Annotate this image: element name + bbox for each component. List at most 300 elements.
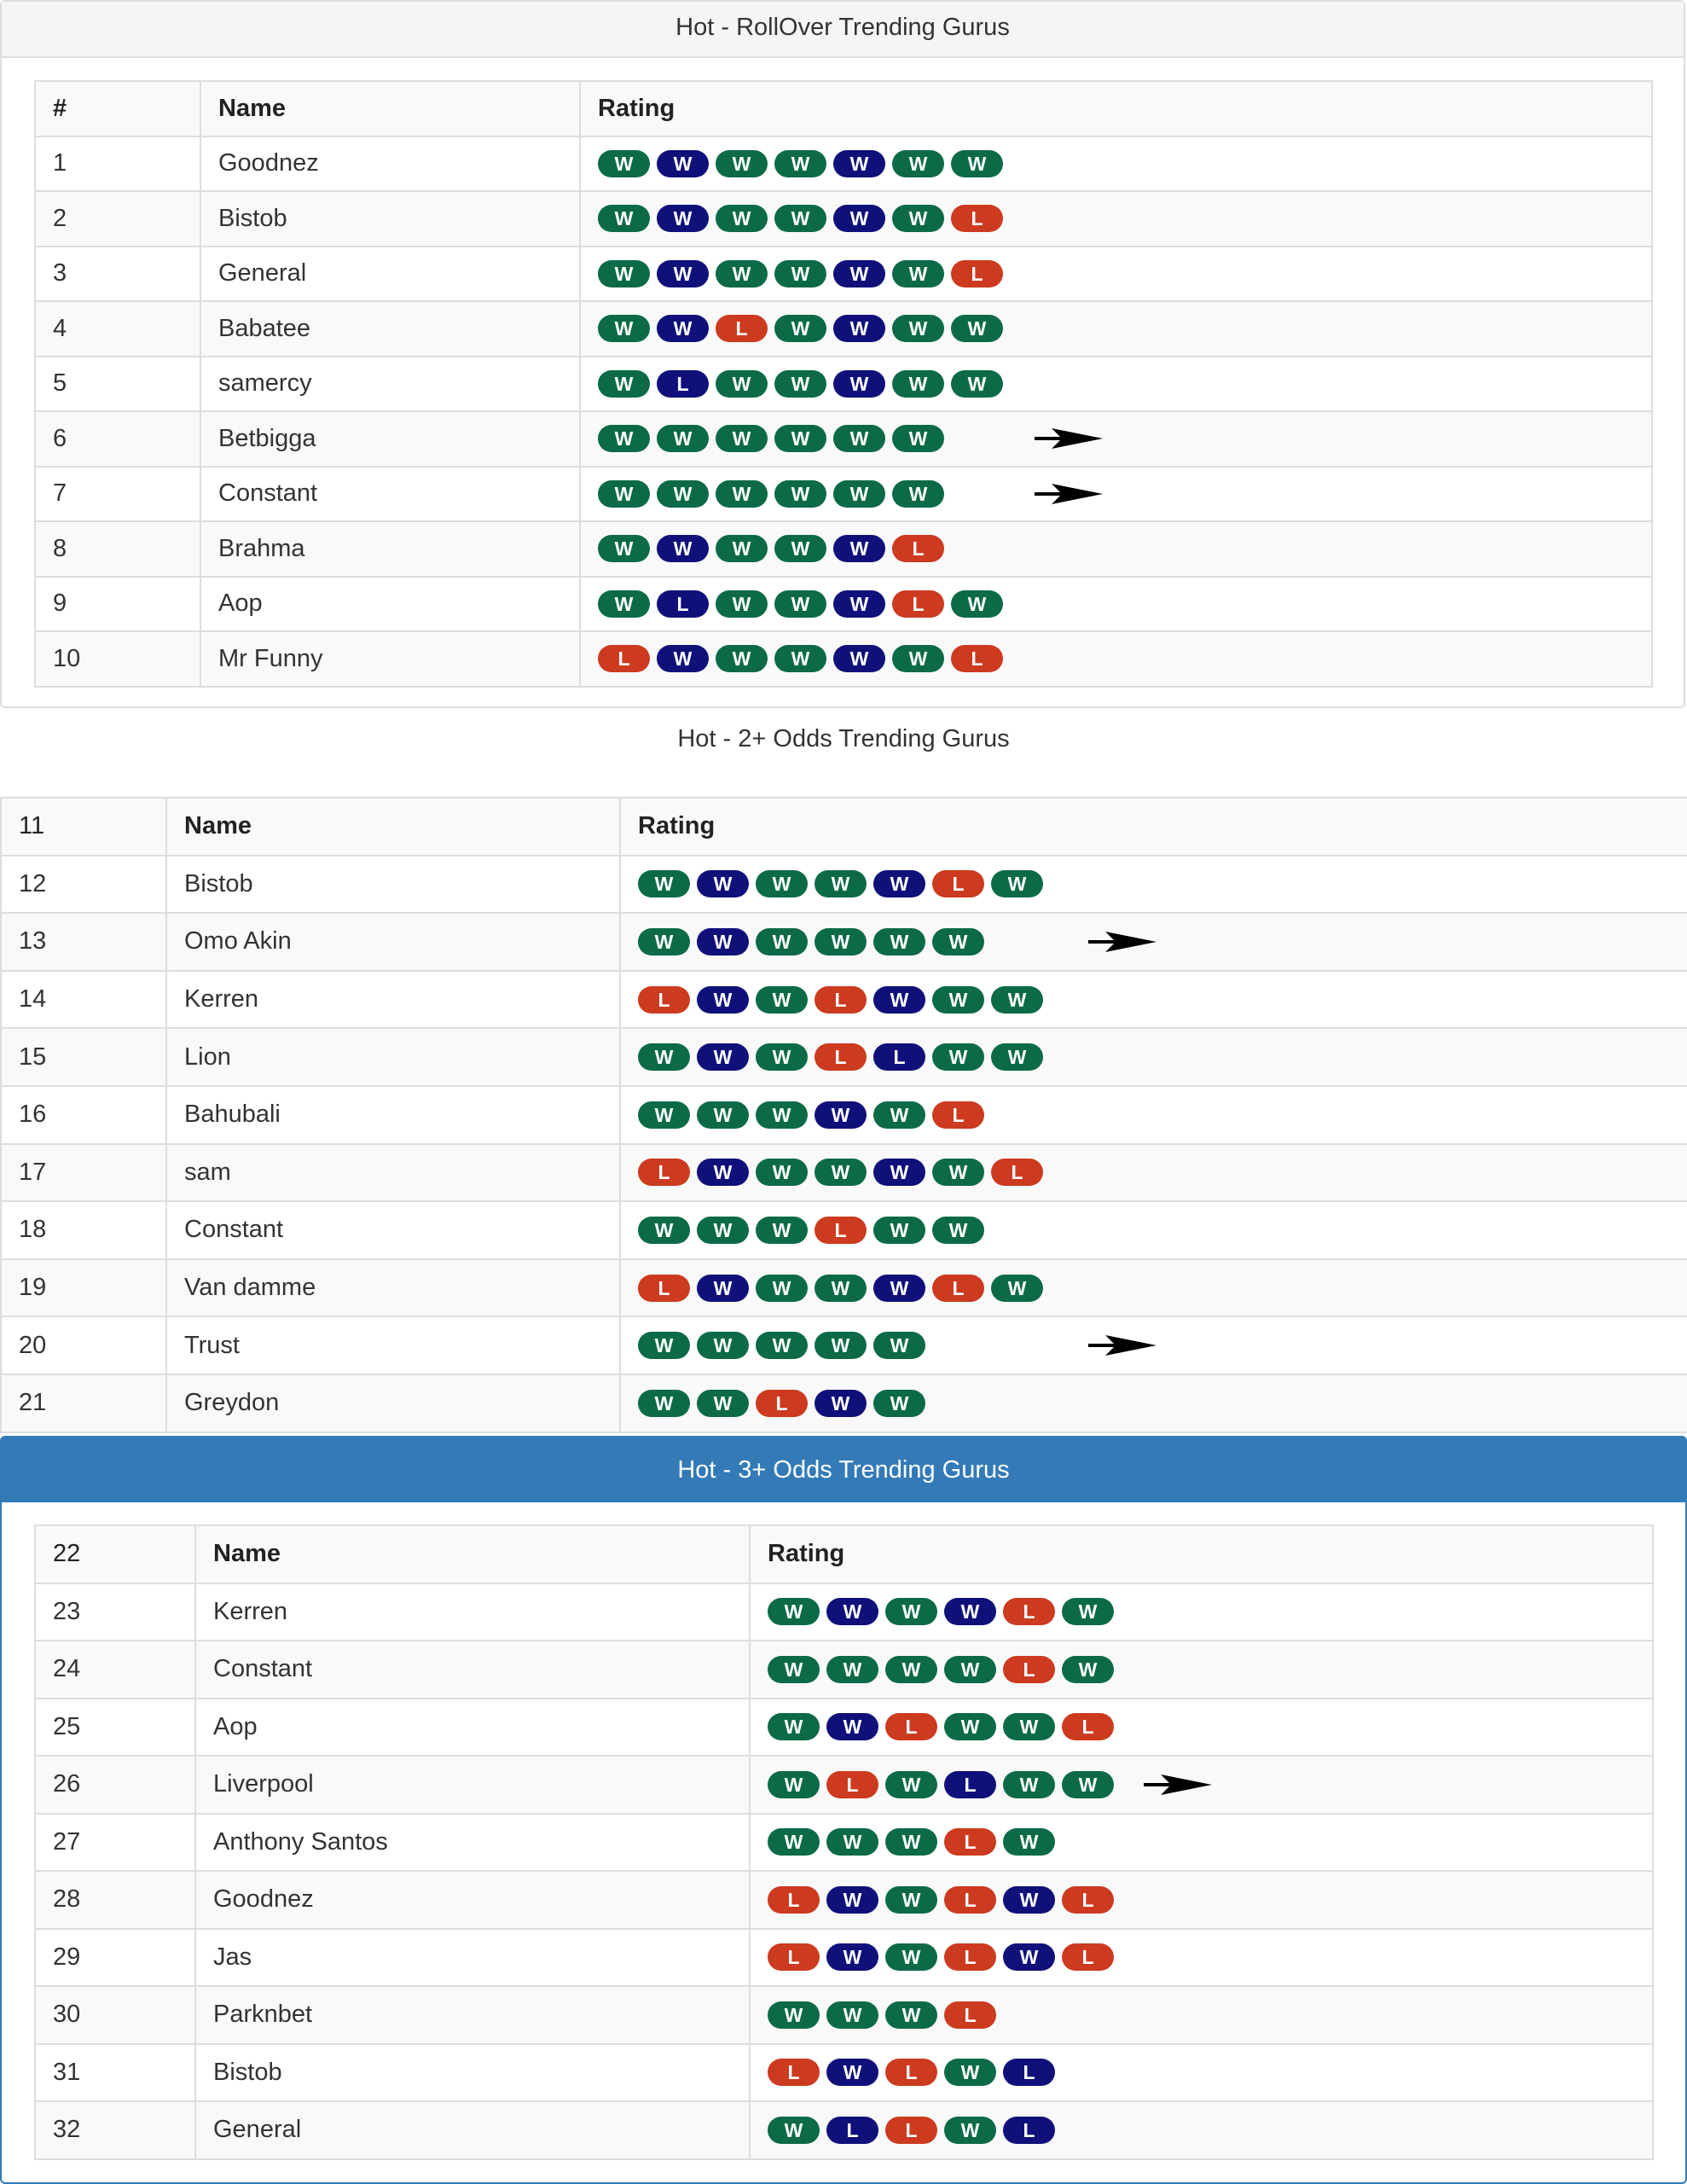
win-badge: W <box>598 315 650 342</box>
win-badge: W <box>716 645 768 672</box>
rating-cell <box>620 971 1687 1029</box>
win-badge: W <box>885 1598 937 1625</box>
rating-badges <box>768 1653 1635 1687</box>
rank-cell: 1 <box>35 136 200 192</box>
win-badge: W <box>885 1943 937 1971</box>
win-badge: W <box>1003 1828 1055 1856</box>
win-badge: W <box>833 535 885 562</box>
win-badge: W <box>1062 1771 1114 1798</box>
win-badge: W <box>1003 1771 1055 1798</box>
win-badge: W <box>716 480 768 508</box>
rating-cell <box>750 1641 1653 1699</box>
win-badge: W <box>774 370 826 398</box>
win-badge: W <box>826 2001 878 2029</box>
win-badge: W <box>873 870 925 897</box>
rank-cell: 16 <box>1 1086 166 1144</box>
guru-name-cell: Aop <box>195 1699 750 1757</box>
table-row <box>1 856 1687 914</box>
table-row <box>35 411 1652 467</box>
table-header-row <box>35 81 1652 136</box>
table-row <box>35 2044 1653 2102</box>
rank-cell: 27 <box>35 1814 195 1872</box>
rating-badges <box>598 257 1634 291</box>
rating-badges <box>638 1386 1670 1420</box>
win-badge: W <box>991 870 1043 897</box>
rank-cell: 8 <box>35 521 200 577</box>
win-badge: W <box>873 928 925 956</box>
win-badge: W <box>892 425 944 452</box>
rollover-gurus-table <box>34 80 1653 688</box>
win-badge: W <box>826 1656 878 1683</box>
win-badge: W <box>944 1656 996 1683</box>
table-row <box>35 1929 1653 1987</box>
guru-name-cell: Anthony Santos <box>195 1814 750 1872</box>
win-badge: W <box>932 986 984 1014</box>
right-arrow-icon <box>1088 930 1157 954</box>
guru-name-cell: Constant <box>195 1641 750 1699</box>
win-badge: W <box>774 425 826 452</box>
rating-cell <box>750 1756 1653 1814</box>
win-badge: W <box>833 480 885 508</box>
rating-cell <box>620 1316 1687 1374</box>
rating-cell <box>580 301 1652 357</box>
rating-cell <box>620 1259 1687 1317</box>
win-badge: W <box>774 645 826 672</box>
loss-badge: L <box>951 260 1003 288</box>
win-badge: W <box>873 1332 925 1359</box>
loss-badge: L <box>815 986 867 1014</box>
rating-badges <box>598 311 1634 346</box>
rating-cell <box>580 631 1652 687</box>
win-badge: W <box>657 645 709 672</box>
rank-cell: 25 <box>35 1699 195 1757</box>
rank-cell: 32 <box>35 2101 195 2159</box>
right-arrow-icon <box>1088 1333 1157 1357</box>
rank-cell: 13 <box>1 913 166 971</box>
win-badge: W <box>598 480 650 508</box>
win-badge: W <box>768 1598 820 1625</box>
table-row <box>1 1374 1687 1432</box>
rank-cell: 26 <box>35 1756 195 1814</box>
loss-badge: L <box>932 870 984 897</box>
rating-cell <box>580 136 1652 192</box>
loss-badge: L <box>826 2117 878 2144</box>
rating-badges <box>768 1883 1635 1917</box>
loss-badge: L <box>768 1943 820 1971</box>
win-badge: W <box>768 1713 820 1740</box>
rating-badges <box>768 1825 1635 1859</box>
win-badge: W <box>991 986 1043 1014</box>
rank-cell: 29 <box>35 1929 195 1987</box>
table-row <box>1 1144 1687 1202</box>
guru-name-cell: Parknbet <box>195 1986 750 2044</box>
rating-cell <box>620 1144 1687 1202</box>
column-header-name: Name <box>200 81 580 136</box>
table-row <box>35 631 1652 687</box>
win-badge: W <box>697 1390 749 1417</box>
win-badge: W <box>932 1217 984 1244</box>
win-badge: W <box>697 1159 749 1186</box>
loss-badge: L <box>1003 1656 1055 1683</box>
loss-badge: L <box>944 2001 996 2029</box>
win-badge: W <box>756 928 808 956</box>
win-badge: W <box>657 535 709 562</box>
win-badge: W <box>833 260 885 288</box>
win-badge: W <box>657 315 709 342</box>
loss-badge: L <box>951 645 1003 672</box>
rating-cell <box>620 1201 1687 1259</box>
rating-badges <box>638 925 1670 959</box>
win-badge: W <box>815 1390 867 1417</box>
win-badge: W <box>697 1043 749 1071</box>
guru-name-cell: Greydon <box>166 1374 620 1432</box>
win-badge: W <box>873 1390 925 1417</box>
guru-name-cell: Constant <box>200 467 580 522</box>
rating-cell <box>580 357 1652 412</box>
rank-cell: 28 <box>35 1871 195 1929</box>
rank-cell: 14 <box>1 971 166 1029</box>
win-badge: W <box>756 1217 808 1244</box>
rank-cell: 23 <box>35 1583 195 1641</box>
rating-badges <box>598 201 1634 235</box>
rank-cell: 7 <box>35 467 200 522</box>
win-badge: W <box>697 870 749 897</box>
win-badge: W <box>833 205 885 232</box>
win-badge: W <box>826 1886 878 1914</box>
table-row <box>35 136 1652 192</box>
win-badge: W <box>768 1771 820 1798</box>
rating-badges <box>638 1155 1670 1189</box>
win-badge: W <box>598 370 650 398</box>
column-header-rank: 22 <box>35 1525 195 1583</box>
win-badge: W <box>826 1828 878 1856</box>
win-badge: W <box>697 1275 749 1302</box>
win-badge: W <box>892 480 944 508</box>
rank-cell: 12 <box>1 856 166 914</box>
rating-badges <box>638 1098 1670 1132</box>
table-row <box>35 1699 1653 1757</box>
win-badge: W <box>826 1713 878 1740</box>
win-badge: W <box>1062 1656 1114 1683</box>
win-badge: W <box>697 986 749 1014</box>
win-badge: W <box>638 1043 690 1071</box>
loss-badge: L <box>892 590 944 618</box>
table-row <box>35 247 1652 302</box>
rank-cell: 20 <box>1 1316 166 1374</box>
win-badge: W <box>768 2117 820 2144</box>
rating-badges <box>768 1594 1635 1629</box>
win-badge: W <box>774 205 826 232</box>
win-badge: W <box>892 315 944 342</box>
loss-badge: L <box>638 986 690 1014</box>
table-row <box>35 1871 1653 1929</box>
rating-cell <box>750 1986 1653 2044</box>
win-badge: W <box>598 205 650 232</box>
win-badge: W <box>873 1275 925 1302</box>
table-header-row <box>1 798 1687 856</box>
rating-cell <box>620 856 1687 914</box>
win-badge: W <box>638 870 690 897</box>
three-plus-odds-gurus-table <box>34 1525 1654 2160</box>
loss-badge: L <box>657 590 709 618</box>
win-badge: W <box>826 1943 878 1971</box>
win-badge: W <box>657 425 709 452</box>
rank-cell: 6 <box>35 411 200 467</box>
loss-badge: L <box>638 1159 690 1186</box>
guru-name-cell: Bistob <box>200 191 580 247</box>
rating-badges <box>768 1768 1635 1802</box>
win-badge: W <box>833 425 885 452</box>
win-badge: W <box>833 315 885 342</box>
loss-badge: L <box>1062 1943 1114 1971</box>
win-badge: W <box>826 1598 878 1625</box>
win-badge: W <box>756 1101 808 1129</box>
win-badge: W <box>833 645 885 672</box>
win-badge: W <box>1003 1943 1055 1971</box>
win-badge: W <box>951 370 1003 398</box>
rollover-panel-title: Hot - RollOver Trending Gurus <box>2 2 1684 58</box>
table-row <box>1 1259 1687 1317</box>
column-header-name: Name <box>195 1525 750 1583</box>
rating-cell <box>580 247 1652 302</box>
rating-cell <box>750 1871 1653 1929</box>
win-badge: W <box>885 1771 937 1798</box>
rank-cell: 30 <box>35 1986 195 2044</box>
loss-badge: L <box>1003 2059 1055 2086</box>
win-badge: W <box>815 1159 867 1186</box>
win-badge: W <box>885 2001 937 2029</box>
guru-name-cell: Lion <box>166 1028 620 1086</box>
guru-name-cell: Babatee <box>200 301 580 357</box>
table-row <box>35 2101 1653 2159</box>
table-row <box>35 191 1652 247</box>
guru-name-cell: Goodnez <box>195 1871 750 1929</box>
win-badge: W <box>815 1332 867 1359</box>
win-badge: W <box>873 1217 925 1244</box>
win-badge: W <box>885 1656 937 1683</box>
loss-badge: L <box>768 2059 820 2086</box>
loss-badge: L <box>768 1886 820 1914</box>
table-row <box>35 521 1652 577</box>
loss-badge: L <box>873 1043 925 1071</box>
guru-name-cell: Van damme <box>166 1259 620 1317</box>
win-badge: W <box>756 1159 808 1186</box>
rating-badges <box>638 1213 1670 1247</box>
loss-badge: L <box>657 370 709 398</box>
table-row <box>1 971 1687 1029</box>
table-row <box>35 577 1652 632</box>
loss-badge: L <box>885 1713 937 1740</box>
win-badge: W <box>697 1217 749 1244</box>
win-badge: W <box>885 1886 937 1914</box>
loss-badge: L <box>756 1390 808 1417</box>
win-badge: W <box>892 645 944 672</box>
win-badge: W <box>768 1656 820 1683</box>
guru-name-cell: Jas <box>195 1929 750 1987</box>
win-badge: W <box>716 535 768 562</box>
win-badge: W <box>944 2117 996 2144</box>
win-badge: W <box>716 370 768 398</box>
rank-cell: 2 <box>35 191 200 247</box>
column-header-rating: Rating <box>580 81 1652 136</box>
rating-badges <box>598 587 1634 621</box>
win-badge: W <box>892 370 944 398</box>
loss-badge: L <box>944 1771 996 1798</box>
win-badge: W <box>774 150 826 177</box>
loss-badge: L <box>944 1943 996 1971</box>
rating-badges <box>598 367 1634 401</box>
table-row <box>1 1316 1687 1374</box>
rating-cell <box>620 1374 1687 1432</box>
win-badge: W <box>598 425 650 452</box>
loss-badge: L <box>815 1217 867 1244</box>
win-badge: W <box>697 1101 749 1129</box>
rating-badges <box>598 531 1634 566</box>
table-row <box>35 357 1652 412</box>
guru-name-cell: Bahubali <box>166 1086 620 1144</box>
rating-cell <box>580 521 1652 577</box>
column-header-rank: 11 <box>1 798 166 856</box>
column-header-rank: # <box>35 81 200 136</box>
win-badge: W <box>756 1275 808 1302</box>
win-badge: W <box>1062 1598 1114 1625</box>
rating-badges <box>768 1998 1635 2032</box>
win-badge: W <box>1003 1713 1055 1740</box>
win-badge: W <box>716 590 768 618</box>
win-badge: W <box>657 150 709 177</box>
win-badge: W <box>716 205 768 232</box>
win-badge: W <box>873 1159 925 1186</box>
rating-cell <box>620 913 1687 971</box>
guru-name-cell: Liverpool <box>195 1756 750 1814</box>
loss-badge: L <box>1062 1886 1114 1914</box>
win-badge: W <box>716 425 768 452</box>
win-badge: W <box>991 1275 1043 1302</box>
win-badge: W <box>951 315 1003 342</box>
table-row <box>1 913 1687 971</box>
loss-badge: L <box>885 2117 937 2144</box>
win-badge: W <box>657 260 709 288</box>
win-badge: W <box>815 1275 867 1302</box>
rating-cell <box>750 2044 1653 2102</box>
guru-name-cell: Kerren <box>195 1583 750 1641</box>
rating-cell <box>580 467 1652 522</box>
column-header-rating: Rating <box>750 1525 1653 1583</box>
two-plus-odds-gurus-table <box>0 797 1687 1433</box>
win-badge: W <box>873 986 925 1014</box>
three-plus-odds-panel-title: Hot - 3+ Odds Trending Gurus <box>2 1438 1685 1502</box>
win-badge: W <box>944 2059 996 2086</box>
win-badge: W <box>944 1713 996 1740</box>
win-badge: W <box>815 870 867 897</box>
win-badge: W <box>774 315 826 342</box>
loss-badge: L <box>1003 1598 1055 1625</box>
rating-badges <box>638 867 1670 901</box>
table-row <box>35 301 1652 357</box>
table-row <box>1 1086 1687 1144</box>
guru-name-cell: Aop <box>200 577 580 632</box>
table-row <box>1 1028 1687 1086</box>
rank-cell: 10 <box>35 631 200 687</box>
win-badge: W <box>932 1043 984 1071</box>
win-badge: W <box>892 150 944 177</box>
win-badge: W <box>932 928 984 956</box>
rank-cell: 19 <box>1 1259 166 1317</box>
win-badge: W <box>815 1101 867 1129</box>
right-arrow-icon <box>1035 482 1103 506</box>
table-row <box>35 1814 1653 1872</box>
right-arrow-icon <box>1035 427 1103 450</box>
guru-name-cell: Bistob <box>166 856 620 914</box>
win-badge: W <box>885 1828 937 1856</box>
win-badge: W <box>716 260 768 288</box>
rank-cell: 9 <box>35 577 200 632</box>
win-badge: W <box>657 480 709 508</box>
guru-name-cell: Trust <box>166 1316 620 1374</box>
table-row <box>35 467 1652 522</box>
win-badge: W <box>638 1390 690 1417</box>
rating-badges <box>598 642 1634 676</box>
loss-badge: L <box>598 645 650 672</box>
loss-badge: L <box>932 1101 984 1129</box>
guru-name-cell: Betbigga <box>200 411 580 467</box>
rating-cell <box>750 2101 1653 2159</box>
rating-badges <box>638 983 1670 1017</box>
rank-cell: 15 <box>1 1028 166 1086</box>
win-badge: W <box>638 928 690 956</box>
loss-badge: L <box>826 1771 878 1798</box>
rating-badges <box>638 1328 1670 1362</box>
table-row <box>1 1201 1687 1259</box>
rating-badges <box>598 421 1634 456</box>
win-badge: W <box>892 260 944 288</box>
rating-badges <box>768 2113 1635 2147</box>
win-badge: W <box>697 1332 749 1359</box>
rating-cell <box>620 1028 1687 1086</box>
win-badge: W <box>873 1101 925 1129</box>
win-badge: W <box>815 928 867 956</box>
guru-name-cell: Goodnez <box>200 136 580 192</box>
win-badge: W <box>768 2001 820 2029</box>
win-badge: W <box>768 1828 820 1856</box>
rating-badges <box>598 147 1634 181</box>
rank-cell: 17 <box>1 1144 166 1202</box>
rating-cell <box>580 577 1652 632</box>
win-badge: W <box>833 370 885 398</box>
loss-badge: L <box>944 1828 996 1856</box>
guru-name-cell: sam <box>166 1144 620 1202</box>
guru-name-cell: Omo Akin <box>166 913 620 971</box>
win-badge: W <box>991 1043 1043 1071</box>
loss-badge: L <box>991 1159 1043 1186</box>
rating-badges <box>768 2055 1635 2089</box>
loss-badge: L <box>944 1886 996 1914</box>
win-badge: W <box>774 535 826 562</box>
win-badge: W <box>598 535 650 562</box>
rating-cell <box>750 1929 1653 1987</box>
win-badge: W <box>657 205 709 232</box>
rating-cell <box>580 411 1652 467</box>
column-header-name: Name <box>166 798 620 856</box>
two-plus-odds-title: Hot - 2+ Odds Trending Gurus <box>677 725 1010 752</box>
guru-name-cell: General <box>200 247 580 302</box>
guru-name-cell: Mr Funny <box>200 631 580 687</box>
win-badge: W <box>638 1217 690 1244</box>
rating-badges <box>638 1040 1670 1074</box>
loss-badge: L <box>638 1275 690 1302</box>
column-header-rating: Rating <box>620 798 1687 856</box>
rating-cell <box>580 191 1652 247</box>
